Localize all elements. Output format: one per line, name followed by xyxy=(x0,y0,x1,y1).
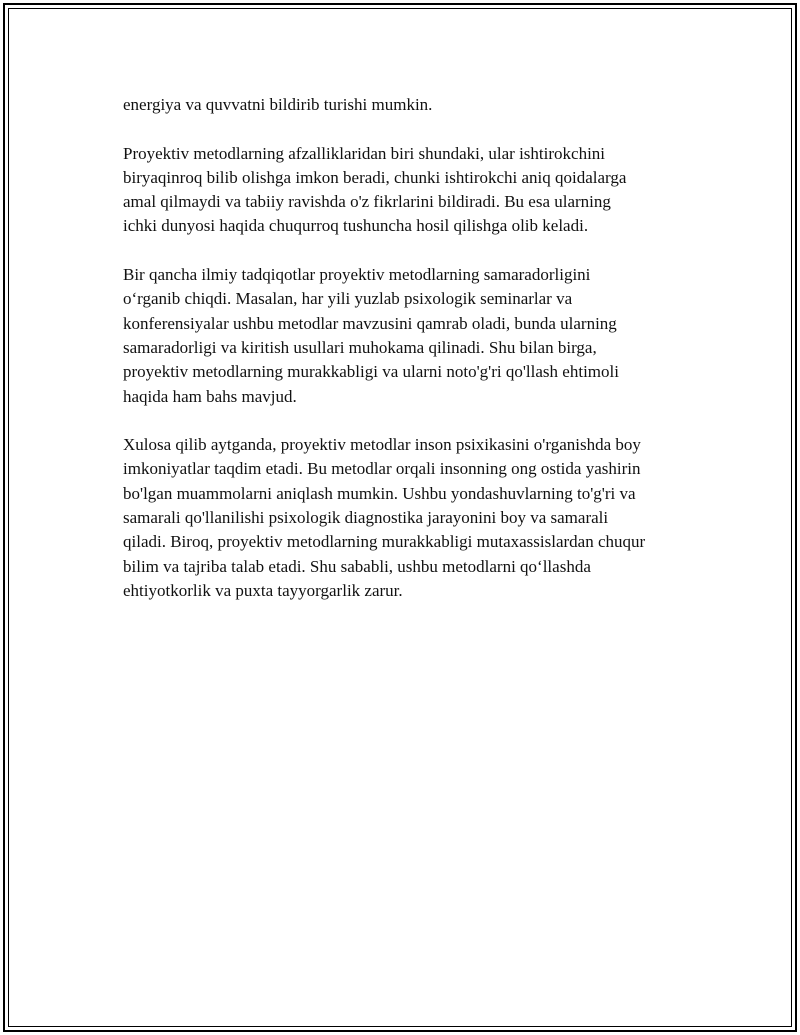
text-line: ichki dunyosi haqida chuqurroq tushuncha hosil qilishga olib keladi. xyxy=(123,216,589,236)
text-line: biryaqinroq bilib olishga imkon beradi, chunki ishtirokchi aniq qoidalarga xyxy=(123,167,627,187)
text-line: Proyektiv metodlarning afzalliklaridan biri shundaki, ular ishtirokchini xyxy=(123,143,606,163)
text-line: Bir qancha ilmiy tadqiqotlar proyektiv metodlarning samaradorligini xyxy=(123,265,591,285)
text-line: bo'lgan muammolarni aniqlash mumkin. Ushbu yondashuvlarning to'g'ri va xyxy=(123,483,636,503)
text-line: haqida ham bahs mavjud. xyxy=(123,386,297,406)
paragraph xyxy=(123,142,693,239)
text-line: ehtiyotkorlik va puxta tayyorgarlik zarur. xyxy=(123,580,403,600)
text-line: amal qilmaydi va tabiiy ravishda o'z fikrlarini bildiradi. Bu esa ularning xyxy=(123,192,611,212)
paragraph xyxy=(123,433,693,603)
page-border xyxy=(3,3,797,1032)
text-line: samaradorligi va kiritish usullari muhokama qilinadi. Shu bilan birga, xyxy=(123,337,597,357)
text-line: energiya va quvvatni bildirib turishi mumkin. xyxy=(123,95,433,114)
text-line: Xulosa qilib aytganda, proyektiv metodlar inson psixikasini o'rganishda boy xyxy=(123,435,641,455)
paragraph xyxy=(123,263,693,409)
text-line: qiladi. Biroq, proyektiv metodlarning murakkabligi mutaxassislardan chuqur xyxy=(123,532,646,552)
text-line: konferensiyalar ushbu metodlar mavzusini qamrab oladi, bunda ularning xyxy=(123,313,617,333)
text-line: imkoniyatlar taqdim etadi. Bu metodlar orqali insonning ong ostida yashirin xyxy=(123,459,641,479)
paragraph xyxy=(123,93,693,117)
text-line: proyektiv metodlarning murakkabligi va ularni noto'g'ri qo'llash ehtimoli xyxy=(123,362,619,382)
text-line: o‘rganib chiqdi. Masalan, har yili yuzlab psixologik seminarlar va xyxy=(123,289,573,309)
document-body xyxy=(123,93,693,603)
text-line: samarali qo'llanilishi psixologik diagnostika jarayonini boy va samarali xyxy=(123,508,609,528)
text-line: bilim va tajriba talab etadi. Shu sababli, ushbu metodlarni qo‘llashda xyxy=(123,556,591,576)
